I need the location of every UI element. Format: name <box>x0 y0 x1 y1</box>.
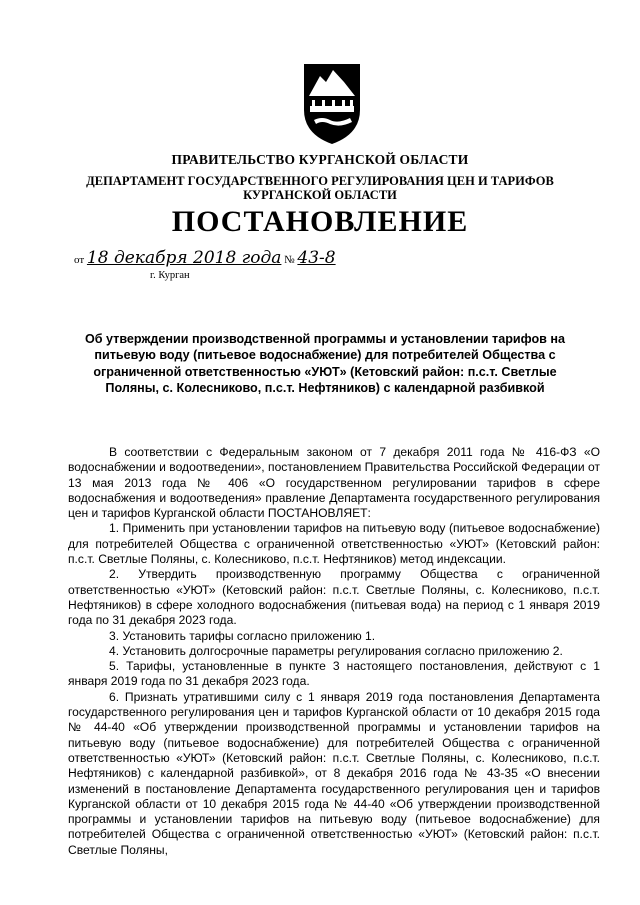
document-date-number <box>74 248 336 268</box>
number-prefix: № <box>284 254 295 266</box>
department-name-line1: ДЕПАРТАМЕНТ ГОСУДАРСТВЕННОГО РЕГУЛИРОВАНИЯ ЦЕН И ТАРИФОВ <box>86 174 554 188</box>
issue-city: г. Курган <box>150 270 190 281</box>
handwritten-number: 43-8 <box>297 248 336 268</box>
coat-of-arms-emblem <box>300 62 364 146</box>
clause-2: 2. Утвердить производственную программу Общества с ограниченной ответственностью «УЮТ» (Кетовский район: п.с.т. Светлые Поляны, с. Колесниково, п.с.т. Нефтяников) в сфере холодного водоснабжения (питьевая вода) на период с 1 января 2019 года по 31 декабря 2023 года. <box>68 567 600 628</box>
department-name-line2: КУРГАНСКОЙ ОБЛАСТИ <box>243 188 397 202</box>
preamble-paragraph: В соответствии с Федеральным законом от 7 декабря 2011 года № 416-ФЗ «О водоснабжении и водоотведении», постановлением Правительства Российской Федерации от 13 мая 2013 года № 406 «О государственном регулировании тарифов в сфере водоснабжения и водоотведения» правление Департамента государственного регулирования цен и тарифов Курганской области ПОСТАНОВЛЯЕТ: <box>68 445 600 521</box>
document-subject: Об утверждении производственной программы и установлении тарифов на питьевую воду (питьевое водоснабжение) для потребителей Общества с ограниченной ответственностью «УЮТ» (Кетовский район: п.с.т. Светлые Поляны, с. Колесниково, п.с.т. Нефтяников) с календарной разбивкой <box>84 332 566 396</box>
document-type-title: ПОСТАНОВЛЕНИЕ <box>171 205 469 238</box>
clause-5: 5. Тарифы, установленные в пункте 3 настоящего постановления, действуют с 1 января 2019 года по 31 декабря 2023 года. <box>68 659 600 689</box>
handwritten-date: 18 декабря 2018 года <box>86 248 282 268</box>
clause-4: 4. Установить долгосрочные параметры регулирования согласно приложению 2. <box>109 643 563 658</box>
date-prefix: от <box>74 254 85 266</box>
clause-1: 1. Применить при установлении тарифов на питьевую воду (питьевое водоснабжение) для потребителей Общества с ограниченной ответственностью «УЮТ» (Кетовский район: п.с.т. Светлые Поляны, с. Колесниково, п.с.т. Нефтяников) метод индексации. <box>68 521 600 567</box>
clause-3: 3. Установить тарифы согласно приложению 1. <box>109 628 376 643</box>
government-name: ПРАВИТЕЛЬСТВО КУРГАНСКОЙ ОБЛАСТИ <box>171 152 469 167</box>
document-body <box>68 445 600 858</box>
clause-6: 6. Признать утратившими силу с 1 января 2019 года постановления Департамента государственного регулирования цен и тарифов Курганской области от 10 декабря 2015 года № 44-40 «Об утверждении производственной программы и установлении тарифов на питьевую воду (питьевое водоснабжение) для потребителей Общества с ограниченной ответственностью «УЮТ» (Кетовский район: п.с.т. Светлые Поляны, с. Колесниково, п.с.т. Нефтяников) с календарной разбивкой», от 8 декабря 2016 года № 43-35 «О внесении изменений в постановление Департамента государственного регулирования цен и тарифов Курганской области от 10 декабря 2015 года № 44-40 «Об утверждении производственной программы и установлении тарифов на питьевую воду (питьевое водоснабжение) для потребителей Общества с ограниченной ответственностью «УЮТ» (Кетовский район: п.с.т. Светлые Поляны, <box>68 689 600 857</box>
